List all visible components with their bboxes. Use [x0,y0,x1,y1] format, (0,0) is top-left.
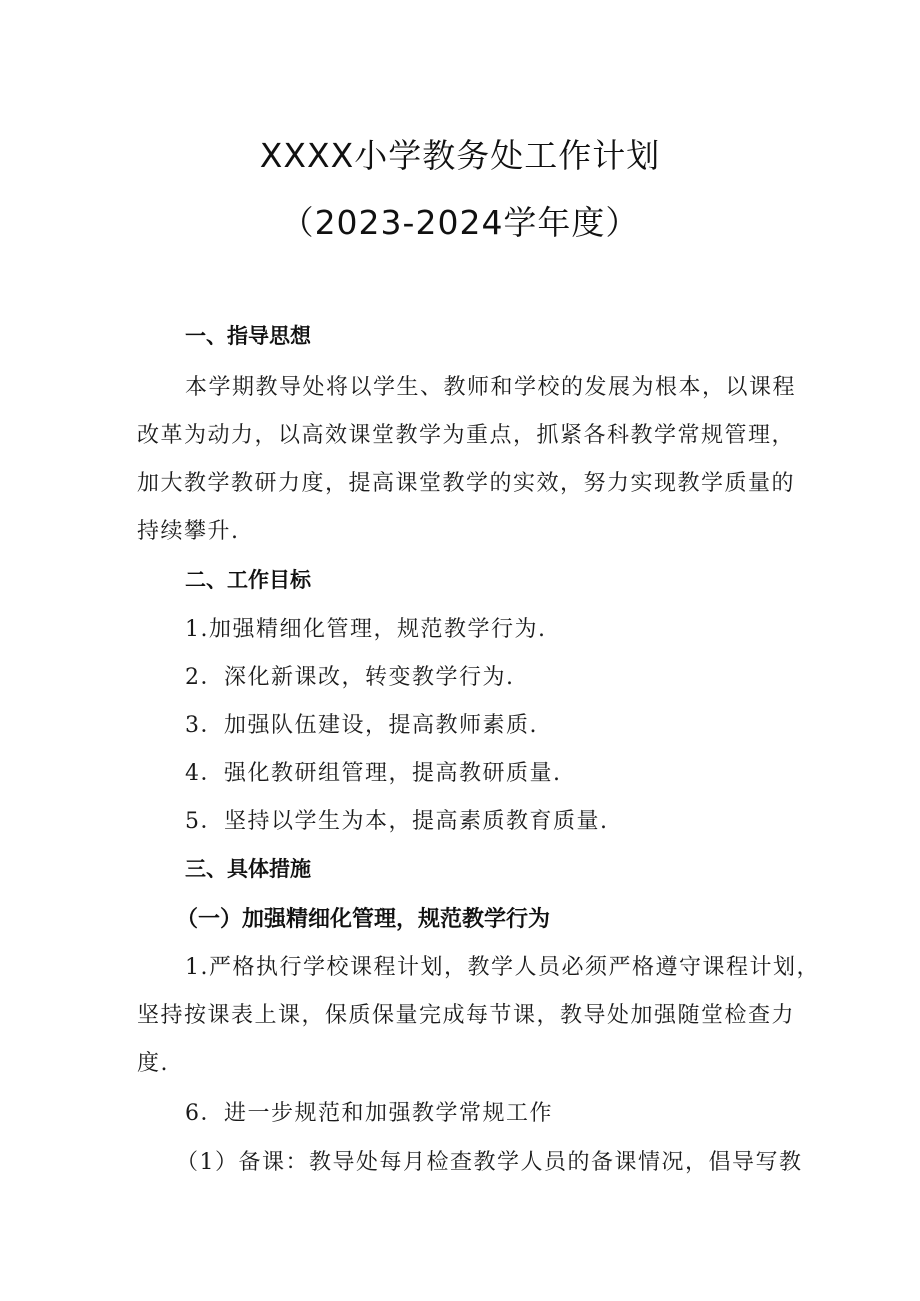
measure-subitem: （1）备课：教导处每月检查教学人员的备课情况，倡导写教 [176,1150,803,1175]
section-heading-guiding-thought: 一、指导思想 [185,324,311,348]
section-heading-work-goals: 二、工作目标 [185,568,311,592]
paragraph-line: 改革为动力，以高效课堂教学为重点，抓紧各科教学常规管理， [137,423,796,448]
goal-list-item: 3．加强队伍建设，提高教师素质. [185,713,538,738]
section-heading-specific-measures: 三、具体措施 [185,857,311,881]
goal-list-item: 5．坚持以学生为本，提高素质教育质量. [185,809,609,834]
document-title: XXXX小学教务处工作计划 [259,136,661,175]
goal-list-item: 1.加强精细化管理，规范教学行为. [185,617,547,642]
paragraph-line: 加大教学教研力度，提高课堂教学的实效，努力实现教学质量的 [137,471,796,496]
paragraph-line: 度. [137,1051,169,1076]
paragraph-line: 持续攀升. [137,519,240,544]
paragraph-line: 坚持按课表上课，保质保量完成每节课，教导处加强随堂检查力 [137,1003,796,1028]
goal-list-item: 2．深化新课改，转变教学行为. [185,665,515,690]
document-subtitle: （2023-2024学年度） [280,203,640,242]
paragraph-line: 本学期教导处将以学生、教师和学校的发展为根本，以课程 [185,375,797,400]
goal-list-item: 4．强化教研组管理，提高教研质量. [185,761,562,786]
subsection-heading: （一）加强精细化管理，规范教学行为 [176,907,551,932]
measure-item: 6．进一步规范和加强教学常规工作 [185,1101,553,1126]
paragraph-line: 1.严格执行学校课程计划，教学人员必须严格遵守课程计划， [185,955,820,980]
